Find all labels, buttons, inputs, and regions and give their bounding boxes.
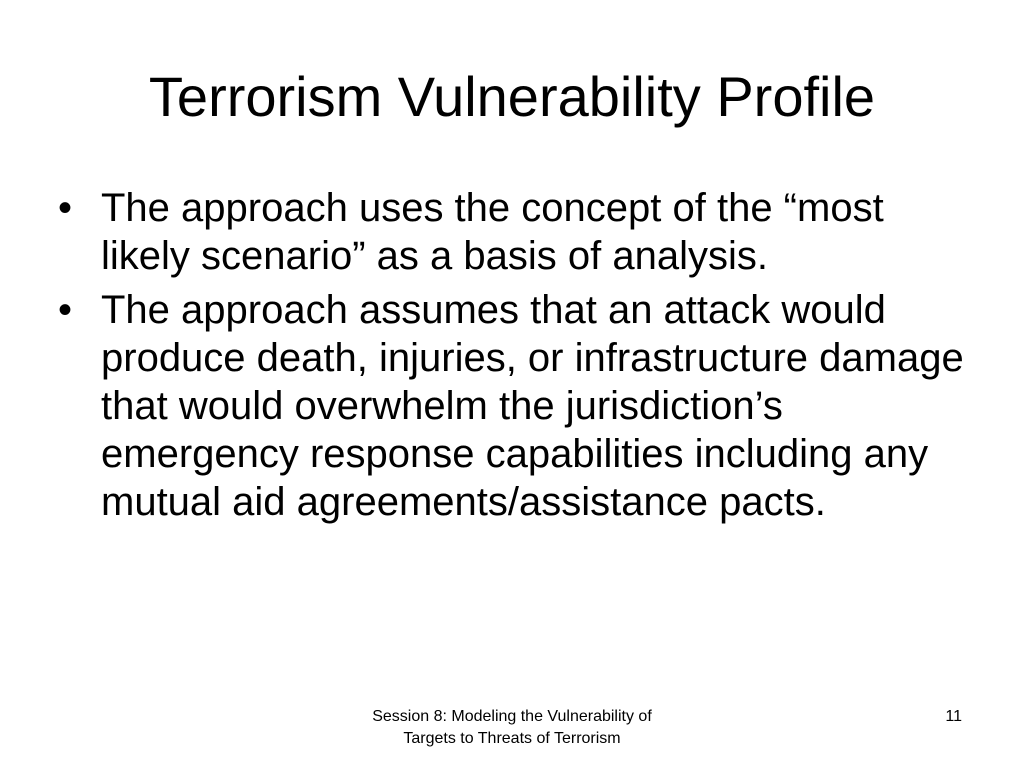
bullet-text: The approach uses the concept of the “most likely scenario” as a basis of analysis. <box>101 186 884 278</box>
bullet-item <box>58 286 968 526</box>
bullet-marker: • <box>58 288 73 332</box>
slide-title: Terrorism Vulnerability Profile <box>148 65 876 128</box>
bullet-item <box>58 184 968 280</box>
bullet-marker: • <box>58 186 73 230</box>
footer-session-text: Session 8: Modeling the Vulnerability of Targets to Threats of Terrorism <box>372 708 652 747</box>
bullet-text: The approach assumes that an attack would produce death, injuries, or infrastructure damage that would overwhelm the jurisdiction’s emergency response capabilities including any mutual aid agreements/assistance pacts. <box>101 288 964 524</box>
bullet-list <box>58 184 968 532</box>
page-number: 11 <box>945 708 962 725</box>
